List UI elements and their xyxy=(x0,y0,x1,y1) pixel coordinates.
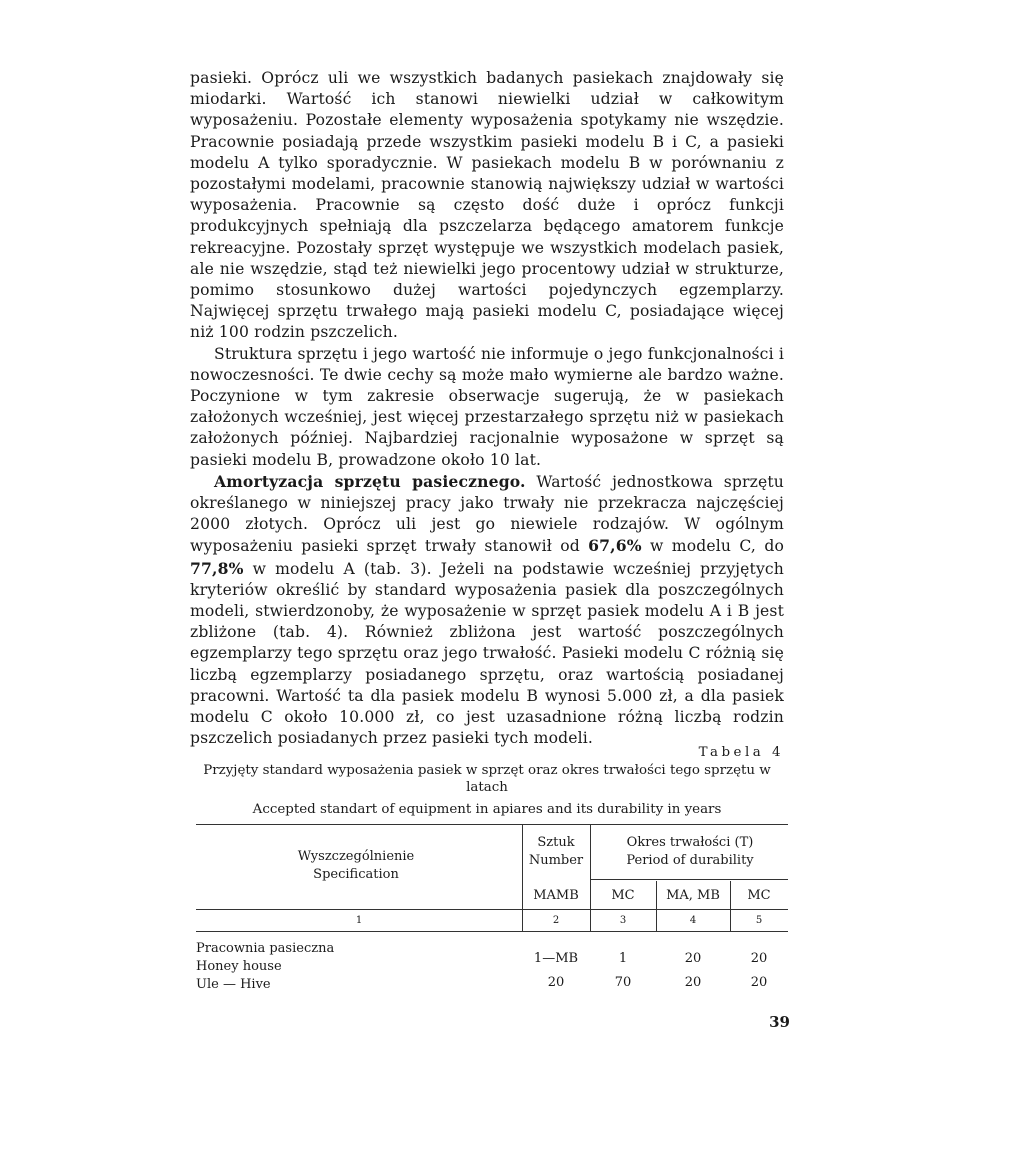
row-1-count-c: 1 xyxy=(618,951,628,966)
table-caption-polish: Przyjęty standard wyposażenia pasiek w sprzęt oraz okres trwałości tego sprzętu w latach xyxy=(203,762,771,795)
subheader-mc: MC xyxy=(611,888,635,903)
text-run: Struktura sprzętu i jego wartość nie informuje o jego funkcjonalności i nowoczesności. Te dwie cechy są może mało wymierne ale bardzo ważne. Poczynione w tym zakresie obserwacje sugerują, że w pasiekach założonych wcześniej, jest więcej przestarzałego sprzętu niż w pasiekach założonych później. Najbardziej racjonalnie wyposażone w sprzęt są pasieki modelu B, prowadzone około 10 lat. xyxy=(190,344,784,469)
row-1-name-pl: Pracownia pasieczna xyxy=(196,941,335,956)
header-spec-en: Specification xyxy=(313,867,399,882)
page-number: 39 xyxy=(769,1013,790,1031)
table-header-rule xyxy=(196,909,788,910)
header-count-pl: Sztuk xyxy=(537,835,575,850)
subheader-mc-period: MC xyxy=(747,888,771,903)
row-1-name-en: Honey house xyxy=(196,959,282,974)
header-period-pl: Okres trwałości (T) xyxy=(626,835,754,850)
text-run: w modelu A (tab. 3). Jeżeli na podstawie wcześniej przyjętych kryteriów określić by standard wyposażenia pasiek dla poszczególnych modeli, stwierdzonoby, że wyposażenie w sprzęt pasiek modelu A i B jest zbliżone (tab. 4). Również zbliżona jest wartość poszczególnych egzemplarzy tego sprzętu oraz jego trwałość. Pasieki modelu C różnią się liczbą egzemplarzy posiadanego sprzętu, oraz wartością posiadanej pracowni. Wartość ta dla pasiek modelu B wynosi 5.000 zł, a dla pasiek modelu C około 10.000 zł, co jest uzasadnione różną liczbą rodzin pszczelich posiadanych przez pasieki tych modeli. xyxy=(190,559,784,748)
table-title-block xyxy=(190,744,784,818)
colnum-3: 3 xyxy=(619,915,627,926)
colnum-5: 5 xyxy=(755,915,763,926)
header-period-en: Period of durability xyxy=(626,853,754,868)
header-period xyxy=(592,834,788,870)
row-2-name: Ule — Hive xyxy=(196,977,271,992)
colnum-2: 2 xyxy=(552,915,560,926)
table-subheader-rule xyxy=(590,879,788,880)
bold-text: 77,8% xyxy=(190,558,244,578)
bold-text: 67,6% xyxy=(588,536,642,556)
header-specification xyxy=(236,848,476,884)
row-2-count-ab: 20 xyxy=(547,975,565,990)
row-2-count-c: 70 xyxy=(614,975,632,990)
table-top-rule xyxy=(196,824,788,825)
subheader-ma-mb: MA, MB xyxy=(666,888,720,903)
text-run: w modelu C, do xyxy=(641,537,784,556)
row-1-t-c: 20 xyxy=(750,951,768,966)
paragraph xyxy=(190,344,784,471)
row-1-name xyxy=(196,940,496,976)
row-1-t-ab: 20 xyxy=(684,951,702,966)
row-2-t-ab: 20 xyxy=(684,975,702,990)
row-1-count-ab: 1—MB xyxy=(533,951,579,966)
paragraph xyxy=(190,471,784,750)
body-text xyxy=(190,68,784,750)
table-caption-english: Accepted standart of equipment in apiares and its durability in years xyxy=(252,801,722,817)
text-run: Wartość jednostkowa sprzętu określanego w niniejszej pracy jako trwały nie przekracza najczęściej 2000 złotych. Oprócz uli jest go niewiele rodzajów. W ogólnym wyposażeniu pasieki sprzęt trwały stanowił od xyxy=(190,472,784,556)
equipment-table xyxy=(196,824,788,1004)
header-spec-pl: Wyszczególnienie xyxy=(297,849,415,864)
text-run: pasieki. Oprócz uli we wszystkich badanych pasiekach znajdowały się miodarki. Wartość ich stanowi niewielki udział w całkowitym wyposażeniu. Pozostałe elementy wyposażenia spotykamy nie wszędzie. Pracownie posiadają przede wszystkim pasieki modelu B i C, a pasieki modelu A tylko sporadycznie. W pasiekach modelu B w porównaniu z pozostałymi modelami, pracownie stanowią największy udział w wartości wyposażenia. Pracownie są często dość duże i oprócz funkcji produkcyjnych spełniają dla pszczelarza będącego amatorem funkcje rekreacyjne. Pozostały sprzęt występuje we wszystkich modelach pasiek, ale nie wszędzie, stąd też niewielki jego procentowy udział w strukturze, pomimo stosunkowo dużej wartości pojedynczych egzemplarzy. Najwięcej sprzętu trwałego mają pasieki modelu C, posiadające więcej niż 100 rodzin pszczelich. xyxy=(190,69,784,342)
colnum-4: 4 xyxy=(689,915,697,926)
subheader-mamb: MAMB xyxy=(533,888,579,903)
paragraph xyxy=(190,68,784,344)
header-count xyxy=(522,834,590,870)
table-colnum-rule xyxy=(196,931,788,932)
header-count-en: Number xyxy=(528,853,584,868)
table-label: Tabela 4 xyxy=(698,745,784,760)
bold-text: Amortyzacja sprzętu pasiecznego. xyxy=(214,471,526,491)
row-2-t-c: 20 xyxy=(750,975,768,990)
colnum-1: 1 xyxy=(355,915,363,926)
